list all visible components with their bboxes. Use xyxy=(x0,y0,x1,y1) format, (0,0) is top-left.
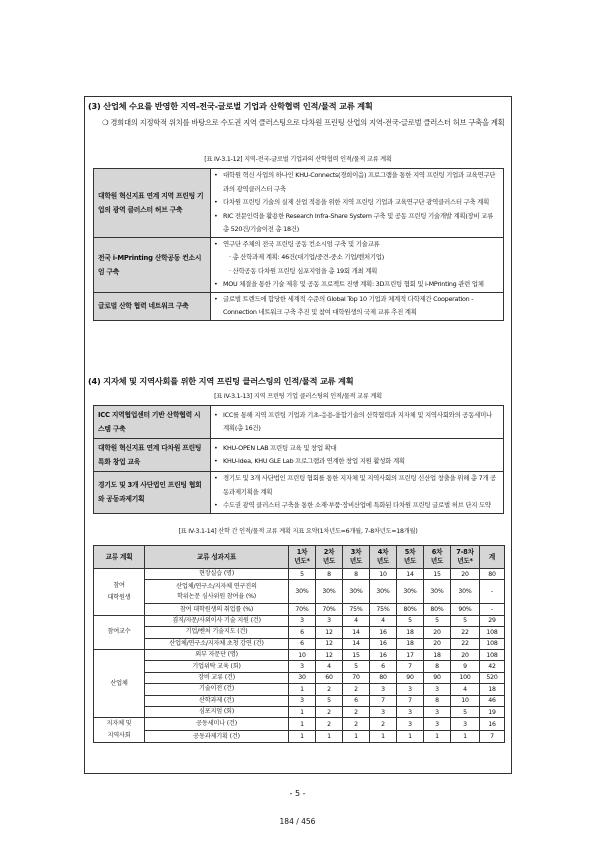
value-cell: 1 xyxy=(451,730,480,743)
value-cell: 1 xyxy=(289,718,316,731)
value-cell: 30% xyxy=(397,580,424,604)
value-cell: 18 xyxy=(424,649,451,660)
value-cell: 2 xyxy=(316,684,343,695)
value-cell: 30% xyxy=(289,580,316,604)
value-cell: 1 xyxy=(289,684,316,695)
indicator-cell: 공동과제기획 (건) xyxy=(145,730,289,743)
value-cell: 30% xyxy=(424,580,451,604)
table-13-row-key: 대학원 혁신지표 연계 다차원 프린팅 특화 창업 교육 xyxy=(94,439,211,472)
section-3-bullet-text: 경희대의 지정학적 위치를 바탕으로 수도권 지역 클러스팅으로 다차원 프린팅 산업의 지역-전국-글로벌 클러스터 허브 구축을 계획 xyxy=(110,118,505,127)
value-cell: 90 xyxy=(397,672,424,683)
value-cell: 3 xyxy=(397,718,424,731)
column-header: 7-8차 년도* xyxy=(451,546,480,569)
value-cell: 3 xyxy=(370,706,397,717)
value-cell: 6 xyxy=(343,695,370,706)
value-cell: 2 xyxy=(316,706,343,717)
value-cell: 10 xyxy=(289,649,316,660)
value-cell: 108 xyxy=(480,627,505,638)
value-cell: 70 xyxy=(343,672,370,683)
value-cell: 5 xyxy=(451,615,480,626)
value-cell: 7 xyxy=(397,695,424,706)
value-cell: 29 xyxy=(480,615,505,626)
value-cell: 18 xyxy=(480,684,505,695)
table-row xyxy=(94,706,505,717)
bullet-item: • KHU-Idea, KHU GLE Lab 프로그램과 연계한 창업 지원 활성화 계획 xyxy=(223,455,499,469)
value-cell: 8 xyxy=(316,569,343,580)
value-cell: 4 xyxy=(343,615,370,626)
indicator-cell: 현장실습 (명) xyxy=(145,569,289,580)
table-13-caption: [표 IV-3.1-13] 지역 프린팅 기업 클러스팅의 인적/물적 교류 계획 xyxy=(214,393,382,400)
value-cell: 14 xyxy=(397,569,424,580)
value-cell: 4 xyxy=(316,661,343,672)
table-12-row xyxy=(94,169,504,238)
value-cell: 3 xyxy=(451,718,480,731)
indicator-cell: 공동세미나 (건) xyxy=(145,718,289,731)
table-13-row-key: 경기도 및 3개 사단법인 프린팅 협회와 공동과제기획 xyxy=(94,472,211,514)
value-cell: 30% xyxy=(343,580,370,604)
value-cell: 42 xyxy=(480,661,505,672)
bullet-item: • 다차원 프린팅 기술의 실제 산업 적용을 위한 지역 프린팅 기업과 교육연구단 광역클러스터 구축 계획 xyxy=(223,196,499,210)
table-row xyxy=(94,627,505,638)
table-row xyxy=(94,604,505,615)
table-12-row-items xyxy=(211,237,504,292)
value-cell: 16 xyxy=(370,627,397,638)
indicator-cell: 장비 교류 (건) xyxy=(145,672,289,683)
indicator-cell: 참여 대학원생의 취업률 (%) xyxy=(145,604,289,615)
value-cell: 18 xyxy=(397,627,424,638)
value-cell: 3 xyxy=(370,684,397,695)
indicator-cell: 기업위탁 교육 (회) xyxy=(145,661,289,672)
value-cell: 3 xyxy=(289,695,316,706)
table-row xyxy=(94,580,505,604)
value-cell: 80 xyxy=(480,569,505,580)
column-header: 6차 년도 xyxy=(424,546,451,569)
value-cell: 20 xyxy=(451,569,480,580)
table-12-row xyxy=(94,237,504,292)
section-3-title: (3) 산업체 수요를 반영한 지역-전국-글로벌 기업과 산학협력 인적/물적 교류 계획 xyxy=(88,101,373,111)
bullet-item: • MOU 체결을 통한 기술 제휴 및 공동 프로젝트 진행 계획: 3D프린팅 협회 및 i-MPrinting 관련 업체 xyxy=(223,278,499,292)
value-cell: 3 xyxy=(289,615,316,626)
value-cell: 30% xyxy=(451,580,480,604)
table-row xyxy=(94,661,505,672)
table-row xyxy=(94,569,505,580)
value-cell: 10 xyxy=(451,695,480,706)
sub-item: · 총 산학과제 계획: 46건(대기업/중견-중소 기업/벤처기업) xyxy=(229,253,384,261)
bullet-item: • ICC를 통해 지역 프린팅 기업과 기초-응용-융합기술의 산학협력과 지자체 및 지역사회와의 공동세미나 계획(총 16건) xyxy=(223,409,499,436)
value-cell: 20 xyxy=(451,649,480,660)
value-cell: 3 xyxy=(289,661,316,672)
value-cell: 6 xyxy=(370,661,397,672)
value-cell: 2 xyxy=(343,684,370,695)
table-12-body xyxy=(94,169,504,321)
bullet-item: • KHU-OPEN LAB 프린팅 교육 및 창업 확대 xyxy=(223,442,499,456)
table-13-row-items xyxy=(211,406,504,439)
value-cell: 22 xyxy=(451,627,480,638)
indicator-cell: 외부 자문단 (명) xyxy=(145,649,289,660)
value-cell: 22 xyxy=(451,638,480,649)
value-cell: 8 xyxy=(343,569,370,580)
table-13-row xyxy=(94,472,504,514)
value-cell: 1 xyxy=(289,730,316,743)
value-cell: 5 xyxy=(451,706,480,717)
bullet-item: • 대학원 혁신 사업의 하나인 KHU-Connects(경희이음) 프로그램을 통한 지역 프린팅 기업과 교육연구단과의 광역클러스터 구축 xyxy=(223,169,499,196)
column-header: 교류 성과지표 xyxy=(145,546,289,569)
column-header: 3차 년도 xyxy=(343,546,370,569)
table-13 xyxy=(93,405,504,514)
table-12-row-key: 대학원 혁신지표 연계 지역 프린팅 기업의 광역 클러스터 허브 구축 xyxy=(94,169,211,238)
value-cell: 70% xyxy=(316,604,343,615)
value-cell: 108 xyxy=(480,649,505,660)
value-cell: 12 xyxy=(316,649,343,660)
indicator-cell: 심포지엄 (회) xyxy=(145,706,289,717)
column-header: 2차 년도 xyxy=(316,546,343,569)
table-13-row xyxy=(94,439,504,472)
bullet-item: • 수도권 광역 클러스터 구축을 통한 소재·부품·장비산업에 특화된 다차원 프린팅 글로벌 허브 단지 도약 xyxy=(223,499,499,513)
value-cell: 2 xyxy=(343,706,370,717)
value-cell: 3 xyxy=(424,706,451,717)
value-cell: 1 xyxy=(316,730,343,743)
bullet-item: • RIC 전문인력을 활용한 Research Infra-Share System 구축 및 공동 프린팅 기술개발 계획(장비 교류 총 520건/기술이전 총 18건) xyxy=(223,210,499,237)
value-cell: 30 xyxy=(289,672,316,683)
value-cell: 6 xyxy=(289,627,316,638)
value-cell: 16 xyxy=(370,638,397,649)
sub-item: · 산학공동 다차원 프린팅 심포지엄을 총 19회 개최 계획 xyxy=(229,266,378,275)
value-cell: 30% xyxy=(316,580,343,604)
table-row xyxy=(94,649,505,660)
value-cell: 80% xyxy=(424,604,451,615)
value-cell: 17 xyxy=(397,649,424,660)
table-14-header-row xyxy=(94,546,505,569)
value-cell: 7 xyxy=(370,695,397,706)
value-cell: 5 xyxy=(343,661,370,672)
value-cell: 7 xyxy=(480,730,505,743)
value-cell: 2 xyxy=(370,718,397,731)
value-cell: 1 xyxy=(424,730,451,743)
section-3-bullet xyxy=(102,114,508,131)
bullet-item: • 연구단 주체의 전국 프린팅 공동 컨소시엄 구축 및 기술교류 xyxy=(223,238,499,252)
table-12-row-key: 글로벌 산학 협력 네트워크 구축 xyxy=(94,292,211,320)
value-cell: 4 xyxy=(451,684,480,695)
value-cell: - xyxy=(480,604,505,615)
indicator-cell: 기술이전 (건) xyxy=(145,684,289,695)
value-cell: 2 xyxy=(343,718,370,731)
table-13-row-items xyxy=(211,472,504,514)
table-12-caption: [표 IV-3.1-12] 지역-전국-글로벌 기업과의 산학협력 인적/물적 교류 계획 xyxy=(204,156,392,163)
table-13-row-items xyxy=(211,439,504,472)
value-cell: 16 xyxy=(480,718,505,731)
column-header: 1차 년도* xyxy=(289,546,316,569)
value-cell: 16 xyxy=(370,649,397,660)
table-13-row-key: ICC 지역협업센터 기반 산학협력 시스템 구축 xyxy=(94,406,211,439)
value-cell: 18 xyxy=(397,638,424,649)
value-cell: 1 xyxy=(343,730,370,743)
column-header: 4차 년도 xyxy=(370,546,397,569)
column-header: 교류 계획 xyxy=(94,546,145,569)
value-cell: 5 xyxy=(424,615,451,626)
page-number: - 5 - xyxy=(289,789,306,798)
value-cell: 108 xyxy=(480,638,505,649)
value-cell: 3 xyxy=(316,615,343,626)
table-row xyxy=(94,718,505,731)
value-cell: 80 xyxy=(370,672,397,683)
value-cell: 60 xyxy=(316,672,343,683)
value-cell: 75% xyxy=(370,604,397,615)
value-cell: 8 xyxy=(424,695,451,706)
value-cell: 3 xyxy=(424,684,451,695)
category-cell: 지자체 및 지역사회 xyxy=(94,718,145,743)
value-cell: 1 xyxy=(397,730,424,743)
value-cell: 4 xyxy=(370,615,397,626)
value-cell: 46 xyxy=(480,695,505,706)
value-cell: 12 xyxy=(316,638,343,649)
value-cell: 15 xyxy=(343,649,370,660)
page-count: 184 / 456 xyxy=(279,817,316,826)
table-row xyxy=(94,684,505,695)
value-cell: 520 xyxy=(480,672,505,683)
table-12 xyxy=(93,168,504,321)
category-cell: 참여 대학원생 xyxy=(94,569,145,616)
value-cell: 2 xyxy=(316,718,343,731)
value-cell: 5 xyxy=(289,569,316,580)
value-cell: 8 xyxy=(424,661,451,672)
table-14-caption: [표 IV-3.1-14] 산학 간 인적/물적 교류 계획 지표 요약(1차년도=6개월, 7-8차년도=18개월) xyxy=(178,528,418,535)
category-cell: 참여교수 xyxy=(94,615,145,649)
table-row xyxy=(94,672,505,683)
bullet-marker: ❍ xyxy=(102,118,109,127)
table-row xyxy=(94,730,505,743)
indicator-cell: 산업체/연구소/지자체 초청 강연 (건) xyxy=(145,638,289,649)
bullet-item: • 글로벌 트렌드에 합당한 세계적 수준의 Global Top 10 기업과 체계적 다학제간 Cooperation - Connection 네트워크 구축 추진 및 참여 대학원생의 국제 교류 추진 계획 xyxy=(223,293,499,320)
table-12-row-key: 전국 i-MPrinting 산학공동 컨소시엄 구축 xyxy=(94,237,211,292)
table-12-row-items xyxy=(211,292,504,320)
indicator-cell: 산업체/연구소/지자체 연구진의 학위논문 심사위원 참여율 (%) xyxy=(145,580,289,604)
indicator-cell: 산학과제 (건) xyxy=(145,695,289,706)
table-12-row xyxy=(94,292,504,320)
value-cell: 3 xyxy=(397,706,424,717)
table-12-row-items xyxy=(211,169,504,238)
value-cell: 14 xyxy=(343,638,370,649)
value-cell: 20 xyxy=(424,627,451,638)
value-cell: 70% xyxy=(289,604,316,615)
value-cell: 1 xyxy=(289,706,316,717)
value-cell: 14 xyxy=(343,627,370,638)
indicator-cell: 기업/벤처 기술지도 (건) xyxy=(145,627,289,638)
table-row xyxy=(94,638,505,649)
value-cell: 5 xyxy=(397,615,424,626)
table-13-body xyxy=(94,406,504,514)
value-cell: 5 xyxy=(316,695,343,706)
value-cell: - xyxy=(480,580,505,604)
column-header: 계 xyxy=(480,546,505,569)
section-4-title: (4) 지자체 및 지역사회를 위한 지역 프린팅 클러스팅의 인적/물적 교류 계획 xyxy=(88,376,354,386)
value-cell: 3 xyxy=(424,718,451,731)
value-cell: 100 xyxy=(451,672,480,683)
value-cell: 80% xyxy=(397,604,424,615)
value-cell: 90% xyxy=(451,604,480,615)
value-cell: 9 xyxy=(451,661,480,672)
value-cell: 20 xyxy=(424,638,451,649)
value-cell: 6 xyxy=(289,638,316,649)
value-cell: 12 xyxy=(316,627,343,638)
value-cell: 1 xyxy=(370,730,397,743)
value-cell: 7 xyxy=(397,661,424,672)
value-cell: 19 xyxy=(480,706,505,717)
column-header: 5차 년도 xyxy=(397,546,424,569)
value-cell: 10 xyxy=(370,569,397,580)
table-14 xyxy=(93,545,505,743)
indicator-cell: 겸직/자문/사외이사 기술 지원 (건) xyxy=(145,615,289,626)
value-cell: 75% xyxy=(343,604,370,615)
value-cell: 3 xyxy=(397,684,424,695)
value-cell: 30% xyxy=(370,580,397,604)
table-row xyxy=(94,695,505,706)
value-cell: 90 xyxy=(424,672,451,683)
table-row xyxy=(94,615,505,626)
table-14-body xyxy=(94,569,505,743)
bullet-item: • 경기도 및 3개 사단법인 프린팅 협회를 통한 지자체 및 지역사회의 프린팅 신산업 창출을 위해 총 7개 공동과제기획을 계획 xyxy=(223,472,499,499)
table-13-row xyxy=(94,406,504,439)
category-cell: 산업체 xyxy=(94,649,145,717)
value-cell: 15 xyxy=(424,569,451,580)
